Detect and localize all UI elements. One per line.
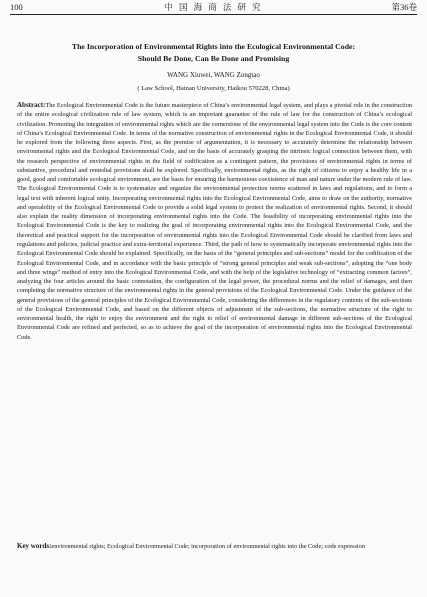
keywords xyxy=(17,542,412,551)
running-header xyxy=(10,0,417,14)
keywords-text: environmental rights; Ecological Environmental Code; incorporation of environmental rights into the Code; code expression xyxy=(51,543,365,550)
abstract-label: Abstract: xyxy=(17,101,46,109)
article-title xyxy=(20,41,407,65)
journal-name: 中 国 海 商 法 研 究 xyxy=(164,2,263,12)
page-number: 100 xyxy=(10,2,23,12)
authors: WANG Xiuwei, WANG Zongtao xyxy=(167,71,260,79)
abstract-text: The Ecological Environmental Code is the future masterpiece of China’s environmental legal system, and plays a pivotal role in the construction of the entire ecological civilization rule of law system, which is an important guarantee of the rule of law for the construction of China’s ecological civilization. Promoting the integration of environmental rights which are the cornerstone of the environmental legal system into the Code is the core content of China’s Ecological Environmental Code. In terms of the normative construction of environmental rights in the Ecological Environmental Code, it should be explored from the following three aspects. First, as the premise of argumentation, it is necessary to accurately determine the relationship between environmental rights and the Ecological Environmental Code, and on the basis of accurately grasping the intrinsic logical connection between them, with the research perspective of environmental rights in the field of codification as a contingent pattern, the provisions of environmental rights in terms of substantive, procedural and remedial provisions shall be explored. Specifically, environmental rights, as the right of citizens to enjoy a healthy life in a good, good and comfortable ecological environment, are the basis for ensuring the harmonious coexistence of man and nature under the modern rule of law. The Ecological Environmental Code is to systematize and organize the environmental protection norms scattered in laws and regulations, and to form a legal text with inherent logical unity. Incorporating environmental rights into the Ecological Environmental Code, aims to draw on the authority, normative and operability of the Ecological Environmental Code to provide a solid legal system to protect the realization of environmental rights. Second, it should also explain the reality dimension of incorporating environmental rights into the Code. The feasibility of incorporating environmental rights into the Ecological Environmental Code is the key to realizing the goal of incorporating environmental rights into the Ecological Environmental Code, and the theoretical and practical support for the incorporation of environmental rights into the Ecological Environmental Code should be clarified from laws and regulations and policies, judicial practice and extra-territorial experience. Third, the path of how to systematically incorporate environmental rights into the Ecological Environmental Code should be explained. Specifically, on the basis of the “general principles and sub-sections” model for the codification of the Ecological Environmental Code, and in accordance with the basic principle of “strong general principles and weak sub-sections”, adopting the “one body and three wings” method of entry into the Ecological Environmental Code, and with the help of the legislative technology of “extracting common factors”, analyzing the four articles around the basic connotation, the configuration of the legal power, the procedural norms and the relief of damages, and then completing the normative structure of the environmental rights in the general provisions of the Ecological Environmental Code. Under the guidance of the general provisions of the general principles of the Ecological Environmental Code, considering the differences in the regulatory contents of the sub-sections of the Ecological Environmental Code, and based on the different objects of adjustment of the sub-sections, the normative structure of the right to environmental health, the right to enjoy the environment and the right to relief of environmental damage in different sub-sections of the Ecological Environmental Code are refined and perfected, so as to achieve the goal of the incorporation of environmental rights into the Ecological Environmental Code. xyxy=(17,102,412,341)
volume-label: 第36卷 xyxy=(391,2,417,12)
abstract xyxy=(17,101,412,342)
title-line-2: Should Be Done, Can Be Done and Promising xyxy=(137,54,290,63)
affiliation: ( Law School, Hainan University, Haikou 570228, China) xyxy=(137,85,290,92)
title-line-1: The Incorporation of Environmental Rights into the Ecological Environmental Code: xyxy=(71,42,356,51)
header-rule xyxy=(10,14,417,15)
keywords-label: Key words: xyxy=(17,542,52,550)
